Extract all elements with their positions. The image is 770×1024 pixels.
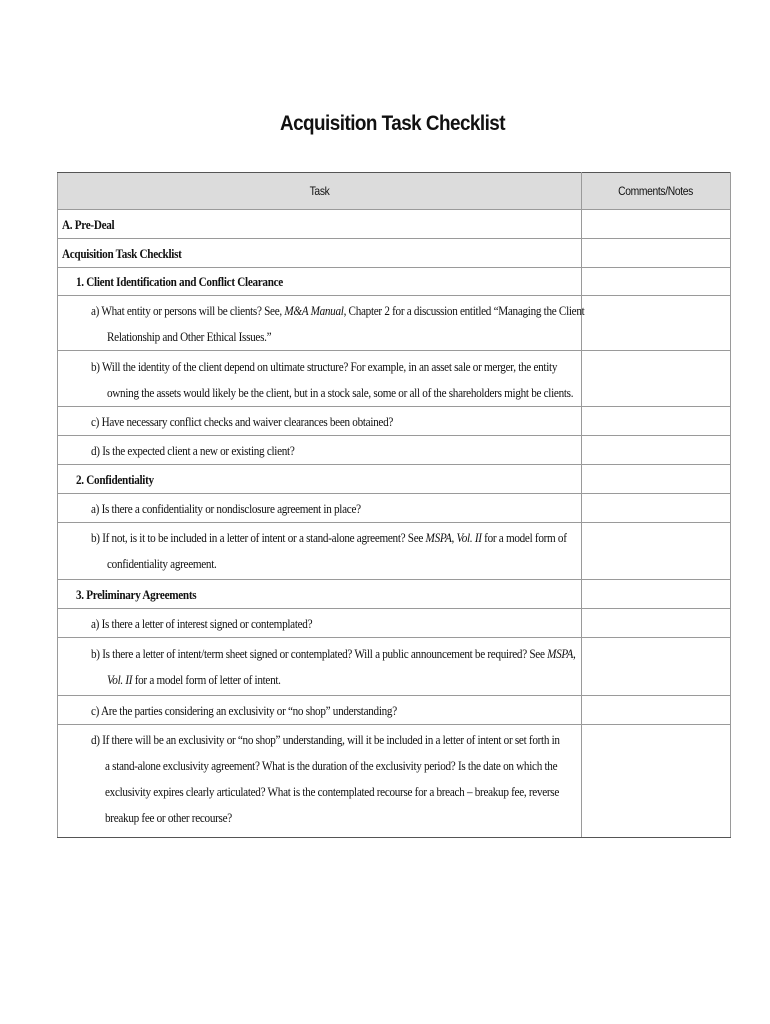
- table-row: [58, 580, 731, 609]
- notes-cell[interactable]: [582, 580, 731, 609]
- notes-cell[interactable]: [582, 465, 731, 494]
- document-title: Acquisition Task Checklist: [279, 112, 506, 135]
- notes-cell[interactable]: [582, 494, 731, 523]
- notes-cell[interactable]: [582, 523, 731, 580]
- item-heading-preliminary-agreements: 3. Preliminary Agreements: [58, 580, 582, 609]
- task-item: c) Are the parties considering an exclusivity or “no shop” understanding?: [58, 696, 582, 725]
- notes-cell[interactable]: [582, 725, 731, 838]
- header-row: [58, 173, 731, 210]
- item-heading-confidentiality: 2. Confidentiality: [58, 465, 582, 494]
- task-item: a) Is there a confidentiality or nondisclosure agreement in place?: [58, 494, 582, 523]
- table-row: [58, 268, 731, 296]
- task-item: d) Is the expected client a new or existing client?: [58, 436, 582, 465]
- notes-cell[interactable]: [582, 609, 731, 638]
- task-item: c) Have necessary conflict checks and waiver clearances been obtained?: [58, 407, 582, 436]
- table-row: [58, 523, 731, 580]
- table-row: [58, 407, 731, 436]
- checklist-table: [57, 172, 731, 838]
- task-item: b) If not, is it to be included in a letter of intent or a stand-alone agreement? See MSPA, Vol. II for a model form of confidentiality agreement.: [58, 523, 582, 580]
- task-item: b) Is there a letter of intent/term sheet signed or contemplated? Will a public announcement be required? See MSPA, Vol. II for a model form of letter of intent.: [58, 638, 582, 696]
- table-row: [58, 210, 731, 239]
- section-heading-pre-deal: A. Pre-Deal: [58, 210, 582, 239]
- table-row: [58, 638, 731, 696]
- item-heading-client-identification: 1. Client Identification and Conflict Clearance: [58, 268, 582, 296]
- table-row: [58, 465, 731, 494]
- notes-cell[interactable]: [582, 436, 731, 465]
- task-item: a) What entity or persons will be clients? See, M&A Manual, Chapter 2 for a discussion entitled “Managing the Client Relationship and Other Ethical Issues.”: [58, 296, 582, 351]
- subheading-checklist: Acquisition Task Checklist: [58, 239, 582, 268]
- notes-column-header: Comments/Notes: [582, 173, 731, 210]
- notes-cell[interactable]: [582, 296, 731, 351]
- task-item: b) Will the identity of the client depend on ultimate structure? For example, in an asset sale or merger, the entity owning the assets would likely be the client, but in a stock sale, some or all of the shareholders might be clients.: [58, 351, 582, 407]
- notes-cell[interactable]: [582, 210, 731, 239]
- table-row: [58, 609, 731, 638]
- table-row: [58, 436, 731, 465]
- table-row: [58, 239, 731, 268]
- notes-cell[interactable]: [582, 696, 731, 725]
- task-item: a) Is there a letter of interest signed or contemplated?: [58, 609, 582, 638]
- notes-cell[interactable]: [582, 638, 731, 696]
- table-row: [58, 696, 731, 725]
- table-row: [58, 351, 731, 407]
- table-row: [58, 494, 731, 523]
- table-row: [58, 296, 731, 351]
- notes-cell[interactable]: [582, 268, 731, 296]
- task-item: d) If there will be an exclusivity or “no shop” understanding, will it be included in a letter of intent or set forth in a stand-alone exclusivity agreement? What is the duration of the exclusivity period? Is the date on which the exclusivity expires clearly articulated? What is the contemplated recourse for a breach – breakup fee, reverse breakup fee or other recourse?: [58, 725, 582, 838]
- notes-cell[interactable]: [582, 239, 731, 268]
- notes-cell[interactable]: [582, 351, 731, 407]
- notes-cell[interactable]: [582, 407, 731, 436]
- table-row: [58, 725, 731, 838]
- task-column-header: Task: [58, 173, 582, 210]
